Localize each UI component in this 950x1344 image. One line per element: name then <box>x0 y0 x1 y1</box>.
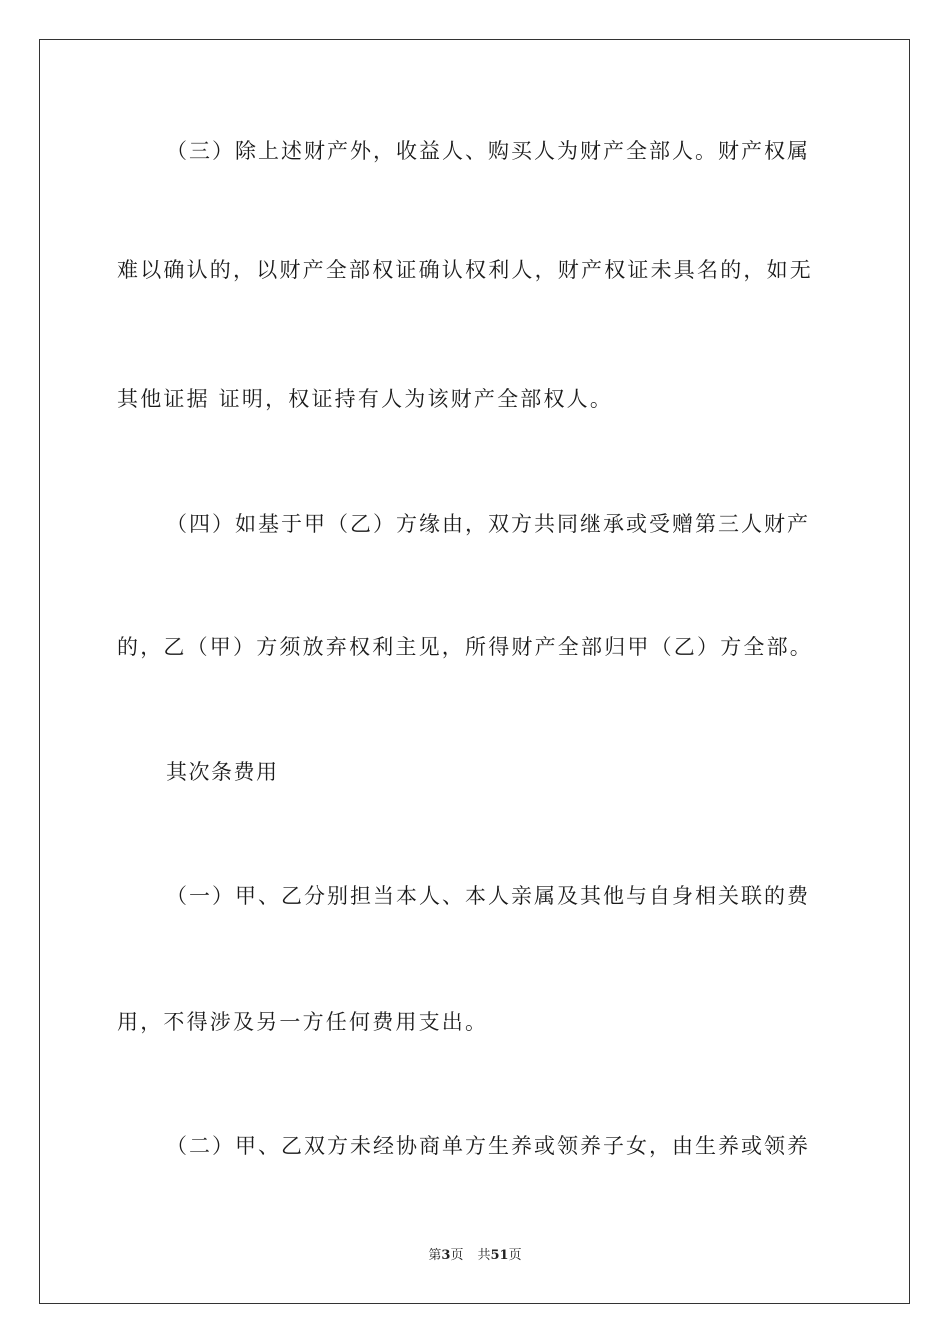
page-border <box>39 39 910 1304</box>
paragraph-line-9: （二）甲、乙双方未经协商单方生养或领养子女，由生养或领养 <box>166 1134 810 1158</box>
paragraph-line-5: 的，乙（甲）方须放弃权利主见，所得财产全部归甲（乙）方全部。 <box>117 635 813 659</box>
total-pages: 51 <box>490 1248 509 1263</box>
total-prefix: 共 <box>477 1248 491 1263</box>
page-footer <box>0 1248 950 1264</box>
section-heading: 其次条费用 <box>166 760 279 784</box>
paragraph-line-8: 用，不得涉及另一方任何费用支出。 <box>117 1010 489 1034</box>
total-suffix: 页 <box>508 1248 522 1263</box>
paragraph-line-4: （四）如基于甲（乙）方缘由，双方共同继承或受赠第三人财产 <box>166 512 810 536</box>
page-number: 3 <box>441 1248 451 1263</box>
paragraph-line-3: 其他证据 证明，权证持有人为该财产全部权人。 <box>117 387 614 411</box>
page-prefix: 第 <box>428 1248 442 1263</box>
paragraph-line-1: （三）除上述财产外，收益人、购买人为财产全部人。财产权属 <box>166 139 810 163</box>
page-suffix: 页 <box>450 1248 464 1263</box>
paragraph-line-7: （一）甲、乙分别担当本人、本人亲属及其他与自身相关联的费 <box>166 884 810 908</box>
paragraph-line-2: 难以确认的，以财产全部权证确认权利人，财产权证未具名的，如无 <box>117 258 813 282</box>
